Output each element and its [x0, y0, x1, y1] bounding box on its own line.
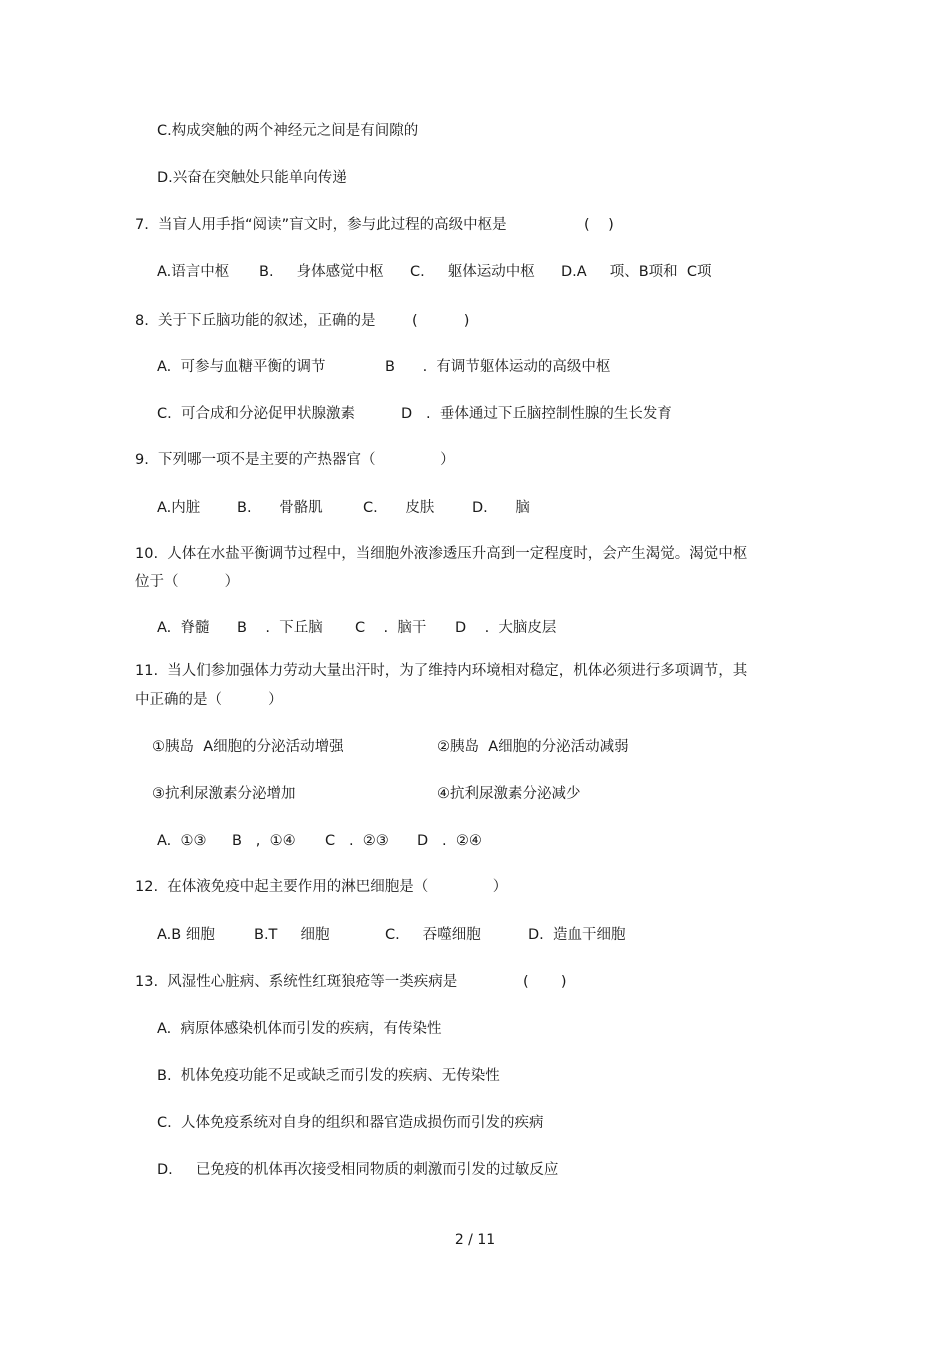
- question-12-option-c: C. 吞噬细胞: [385, 927, 481, 943]
- question-13-option-d: D. 已免疫的机体再次接受相同物质的刺激而引发的过敏反应: [157, 1162, 559, 1178]
- question-6-option-c: C.构成突触的两个神经元之间是有间隙的: [157, 123, 419, 139]
- question-7-option-c: C. 躯体运动中枢: [410, 264, 535, 280]
- question-10-option-c: C . 脑干: [355, 620, 427, 636]
- question-11-item-3: ③抗利尿激素分泌增加: [152, 786, 296, 802]
- question-11-stem-line-1: 11. 当人们参加强体力劳动大量出汗时，为了维持内环境相对稳定，机体必须进行多项调节，其: [135, 663, 748, 679]
- question-9-option-a: A.内脏: [157, 500, 201, 516]
- question-11-option-d: D . ②④: [417, 833, 482, 849]
- question-7-stem: 7. 当盲人用手指“阅读”盲文时，参与此过程的高级中枢是: [135, 217, 507, 233]
- question-11-option-b: B , ①④: [232, 833, 296, 849]
- question-6-option-d: D.兴奋在突触处只能单向传递: [157, 170, 347, 186]
- question-10-option-a: A. 脊髓: [157, 620, 210, 636]
- question-7-option-a: A.语言中枢: [157, 264, 230, 280]
- question-10-stem-line-1: 10. 人体在水盐平衡调节过程中，当细胞外液渗透压升高到一定程度时，会产生渴觉。渴觉中枢: [135, 546, 748, 562]
- question-7-option-d: D.A 项、B项和 C项: [561, 264, 712, 280]
- question-8-option-c: C. 可合成和分泌促甲状腺激素: [157, 406, 355, 422]
- question-8-answer-paren: ( ): [412, 313, 470, 329]
- question-8-stem: 8. 关于下丘脑功能的叙述，正确的是: [135, 313, 376, 329]
- question-11-item-2: ②胰岛 A细胞的分泌活动减弱: [437, 739, 629, 755]
- question-9-option-b: B. 骨骼肌: [237, 500, 323, 516]
- page-number: 2 / 11: [454, 1232, 496, 1248]
- question-9-stem: 9. 下列哪一项不是主要的产热器官（ ）: [135, 452, 455, 468]
- question-11-option-c: C . ②③: [325, 833, 389, 849]
- question-8-option-d: D . 垂体通过下丘脑控制性腺的生长发育: [401, 406, 672, 422]
- question-11-stem-line-2: 中正确的是（ ）: [135, 692, 283, 708]
- question-11-item-4: ④抗利尿激素分泌减少: [437, 786, 581, 802]
- question-13-option-a: A. 病原体感染机体而引发的疾病，有传染性: [157, 1021, 442, 1037]
- question-8-option-a: A. 可参与血糖平衡的调节: [157, 359, 326, 375]
- question-12-option-d: D. 造血干细胞: [528, 927, 626, 943]
- question-10-option-d: D . 大脑皮层: [455, 620, 557, 636]
- question-12-stem: 12. 在体液免疫中起主要作用的淋巴细胞是（ ）: [135, 879, 508, 895]
- question-13-option-c: C. 人体免疫系统对自身的组织和器官造成损伤而引发的疾病: [157, 1115, 544, 1131]
- question-10-stem-line-2: 位于（ ）: [135, 574, 240, 590]
- question-13-stem: 13. 风湿性心脏病、系统性红斑狼疮等一类疾病是: [135, 974, 458, 990]
- question-8-option-b: B . 有调节躯体运动的高级中枢: [385, 359, 611, 375]
- question-7-answer-paren: ( ): [584, 217, 614, 233]
- question-11-option-a: A. ①③: [157, 833, 207, 849]
- question-11-item-1: ①胰岛 A细胞的分泌活动增强: [152, 739, 344, 755]
- question-7-option-b: B. 身体感觉中枢: [259, 264, 384, 280]
- question-13-answer-paren: ( ): [523, 974, 567, 990]
- question-12-option-b: B.T 细胞: [254, 927, 330, 943]
- question-10-option-b: B . 下丘脑: [237, 620, 323, 636]
- question-9-option-d: D. 脑: [472, 500, 530, 516]
- question-9-option-c: C. 皮肤: [363, 500, 435, 516]
- question-12-option-a: A.B 细胞: [157, 927, 215, 943]
- question-13-option-b: B. 机体免疫功能不足或缺乏而引发的疾病、无传染性: [157, 1068, 500, 1084]
